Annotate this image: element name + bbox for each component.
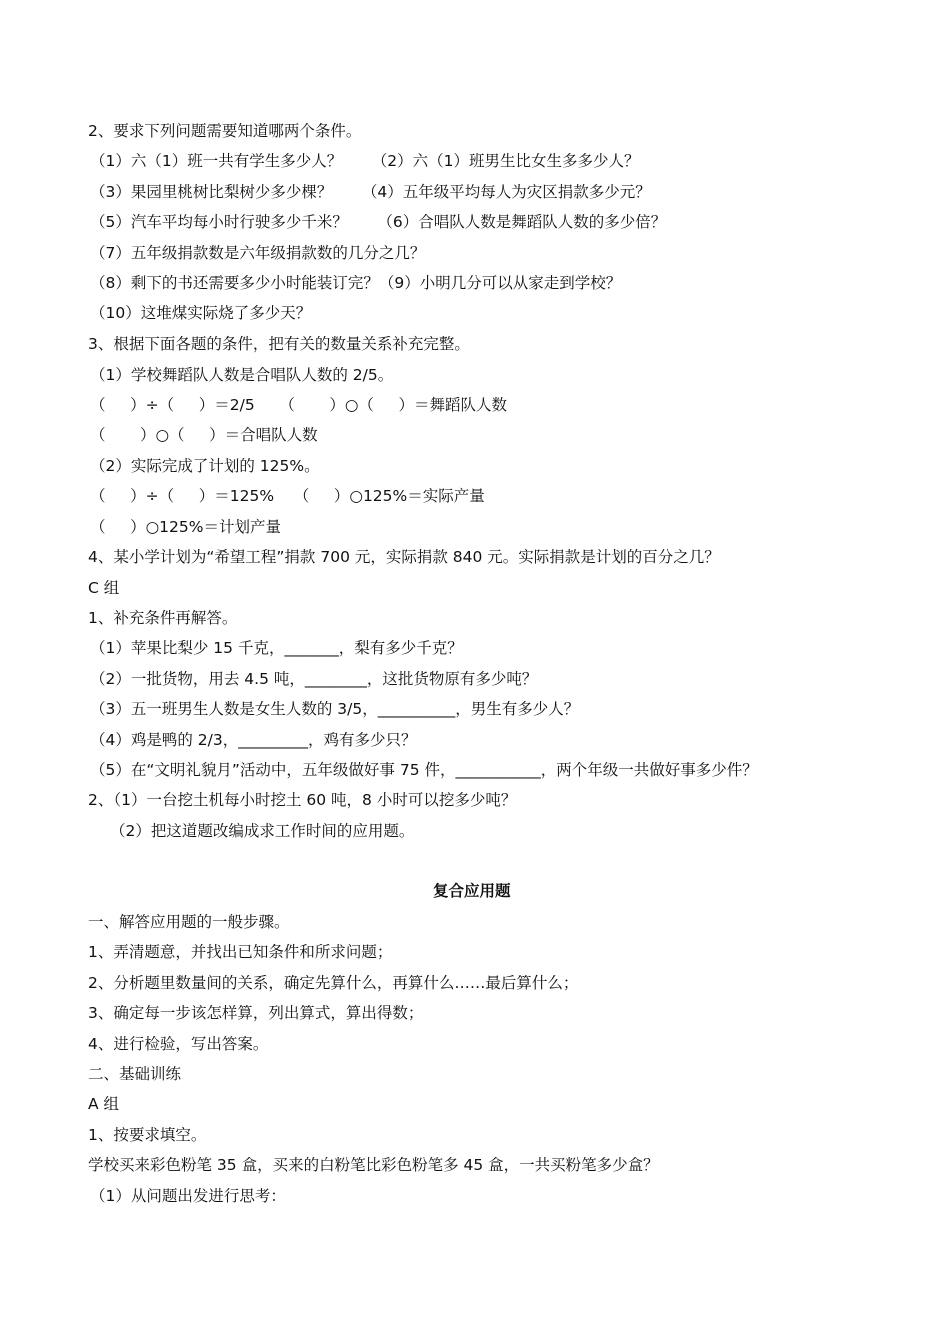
group-c-heading: C 组 — [88, 579, 120, 597]
list-item: （1）学校舞蹈队人数是合唱队人数的 2/5。 — [90, 366, 394, 384]
list-item: （2）把这道题改编成求工作时间的应用题。 — [110, 822, 415, 840]
list-item: （8）剩下的书还需要多少小时能装订完？（9）小明几分可以从家走到学校？ — [90, 274, 622, 292]
question-2-heading: 2、要求下列问题需要知道哪两个条件。 — [88, 122, 362, 140]
group-a-heading: A 组 — [88, 1095, 120, 1113]
problem-text: 学校买来彩色粉笔 35 盒，买来的白粉笔比彩色粉笔多 45 盒，一共买粉笔多少盒？ — [88, 1156, 659, 1174]
list-item: （5）在“文明礼貌月”活动中，五年级做好事 75 件，___________，两个年级一共做好事多少件？ — [90, 761, 758, 779]
list-item: （10）这堆煤实际烧了多少天？ — [90, 304, 312, 322]
fill-in-row: （ ）÷（ ）＝2/5 （ ）○（ ）＝舞蹈队人数 — [90, 396, 507, 414]
section-heading: 二、基础训练 — [88, 1065, 182, 1083]
list-item: 2、分析题里数量间的关系，确定先算什么，再算什么……最后算什么； — [88, 974, 579, 992]
list-item: （3）果园里桃树比梨树少多少棵？ （4）五年级平均每人为灾区捐款多少元？ — [90, 183, 651, 201]
a-question-1-heading: 1、按要求填空。 — [88, 1126, 207, 1144]
list-item: 1、弄清题意，并找出已知条件和所求问题； — [88, 943, 393, 961]
list-item: 3、确定每一步该怎样算，列出算式，算出得数； — [88, 1004, 424, 1022]
list-item: （3）五一班男生人数是女生人数的 3/5，__________，男生有多少人？ — [90, 700, 580, 718]
list-item: （1）苹果比梨少 15 千克，_______，梨有多少千克？ — [90, 639, 463, 657]
list-item: （2）实际完成了计划的 125%。 — [90, 457, 320, 475]
list-item: （4）鸡是鸭的 2/3，_________，鸡有多少只？ — [90, 731, 417, 749]
list-item: （5）汽车平均每小时行驶多少千米？ （6）合唱队人数是舞蹈队人数的多少倍？ — [90, 213, 667, 231]
section-title: 复合应用题 — [433, 882, 511, 900]
fill-in-row: （ ）○125%＝计划产量 — [90, 518, 281, 536]
c-question-1-heading: 1、补充条件再解答。 — [88, 609, 238, 627]
section-heading: 一、解答应用题的一般步骤。 — [88, 913, 290, 931]
list-item: 4、进行检验，写出答案。 — [88, 1035, 269, 1053]
c-question-2: 2、（1）一台挖土机每小时挖土 60 吨，8 小时可以挖多少吨？ — [88, 791, 517, 809]
fill-in-row: （ ）○（ ）＝合唱队人数 — [90, 426, 318, 444]
question-4: 4、某小学计划为“希望工程”捐款 700 元，实际捐款 840 元。实际捐款是计划的百分之几？ — [88, 548, 720, 566]
list-item: （1）从问题出发进行思考： — [90, 1187, 286, 1205]
list-item: （7）五年级捐款数是六年级捐款数的几分之几？ — [90, 244, 426, 262]
question-3-heading: 3、根据下面各题的条件，把有关的数量关系补充完整。 — [88, 335, 470, 353]
fill-in-row: （ ）÷（ ）＝125% （ ）○125%＝实际产量 — [90, 487, 485, 505]
list-item: （1）六（1）班一共有学生多少人？ （2）六（1）班男生比女生多多少人？ — [90, 152, 640, 170]
list-item: （2）一批货物，用去 4.5 吨，________，这批货物原有多少吨？ — [90, 670, 538, 688]
